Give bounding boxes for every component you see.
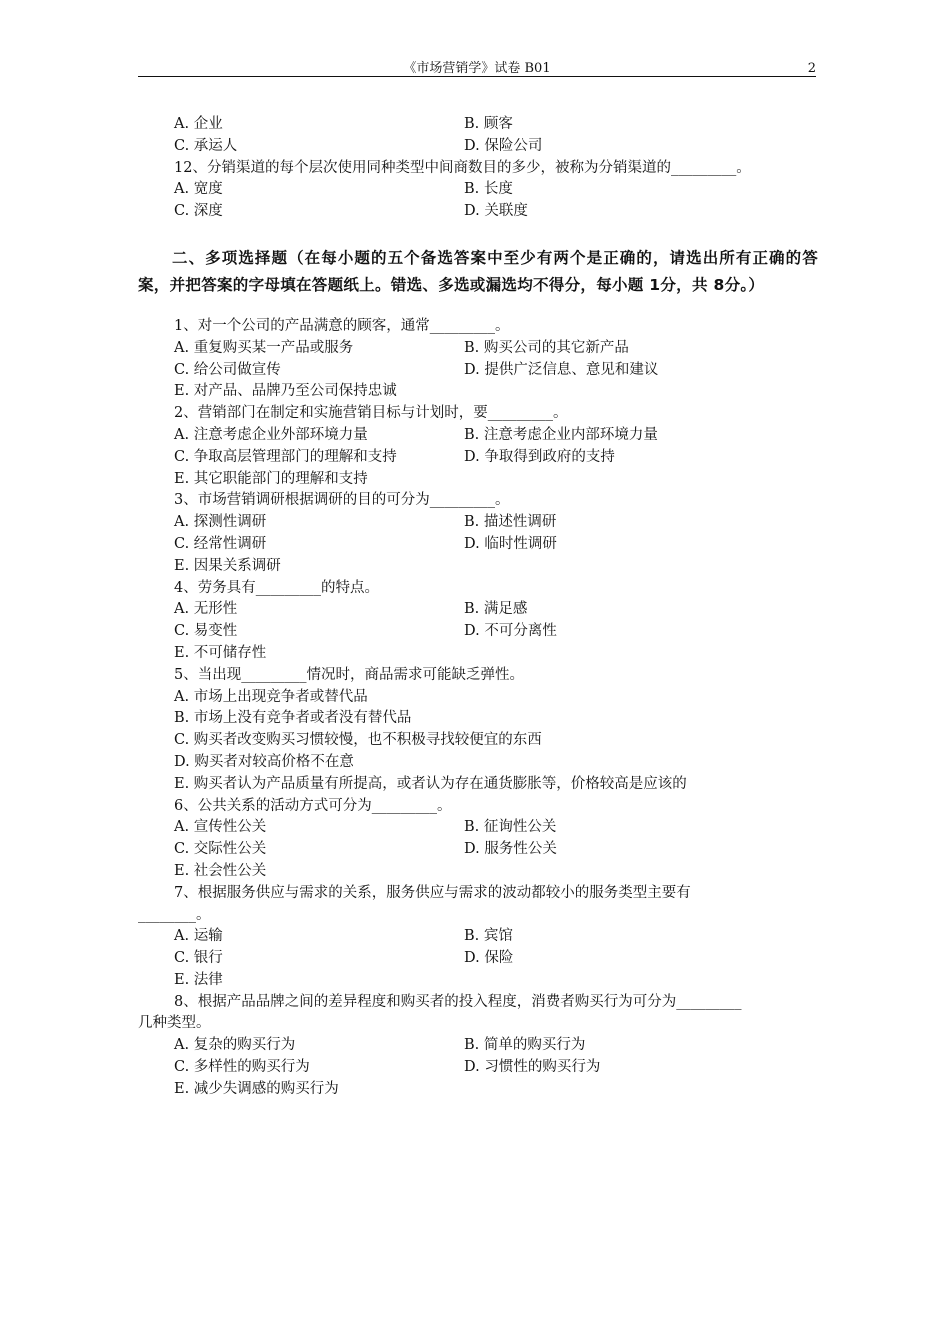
option-d: D. 保险公司 (464, 137, 543, 154)
option-row (138, 752, 818, 774)
option-row (138, 114, 818, 136)
option-a: A. 市场上出现竞争者或替代品 (174, 688, 368, 705)
option-b: B. 长度 (464, 181, 513, 198)
option-row (138, 730, 818, 752)
question-6-text: 6、公共关系的活动方式可分为_________。 (174, 797, 452, 814)
option-a: A. 无形性 (174, 601, 238, 618)
question-3-text: 3、市场营销调研根据调研的目的可分为_________。 (174, 492, 510, 509)
option-row (138, 1079, 818, 1101)
option-e: E. 对产品、品牌乃至公司保持忠诚 (174, 383, 397, 400)
option-c: C. 深度 (174, 203, 223, 220)
option-row (138, 360, 818, 382)
option-row (138, 687, 818, 709)
question-stem-continued (138, 905, 818, 927)
option-d: D. 提供广泛信息、意见和建议 (464, 361, 659, 378)
option-c: C. 交际性公关 (174, 841, 267, 858)
option-row (138, 469, 818, 491)
option-e: E. 购买者认为产品质量有所提高，或者认为存在通货膨胀等，价格较高是应该的 (174, 775, 687, 792)
question-stem (138, 578, 818, 600)
option-b: B. 顾客 (464, 116, 513, 132)
option-c: C. 给公司做宣传 (174, 361, 281, 378)
option-b: B. 购买公司的其它新产品 (464, 339, 629, 356)
option-a: A. 运输 (174, 928, 223, 945)
option-row (138, 381, 818, 403)
option-row (138, 534, 818, 556)
option-row (138, 425, 818, 447)
option-c: C. 争取高层管理部门的理解和支持 (174, 448, 397, 465)
option-row (138, 447, 818, 469)
option-row (138, 948, 818, 970)
option-e: E. 法律 (174, 971, 223, 988)
question-stem-continued (138, 1013, 818, 1035)
option-row (138, 926, 818, 948)
spacer (138, 223, 818, 245)
question-7-text: 7、根据服务供应与需求的关系，服务供应与需求的波动都较小的服务类型主要有 (174, 884, 691, 901)
question-stem (138, 883, 818, 905)
option-c: C. 银行 (174, 950, 223, 967)
option-a: A. 复杂的购买行为 (174, 1037, 296, 1054)
option-row (138, 136, 818, 158)
option-row (138, 970, 818, 992)
option-row (138, 621, 818, 643)
question-stem (138, 403, 818, 425)
option-row (138, 774, 818, 796)
option-row (138, 201, 818, 223)
option-c: C. 经常性调研 (174, 535, 267, 552)
option-row (138, 556, 818, 578)
option-e: E. 其它职能部门的理解和支持 (174, 470, 368, 487)
option-row (138, 338, 818, 360)
option-c: C. 购买者改变购买习惯较慢，也不积极寻找较便宜的东西 (174, 732, 542, 749)
question-5-text: 5、当出现_________情况时，商品需求可能缺乏弹性。 (174, 666, 524, 683)
option-b: B. 征询性公关 (464, 819, 557, 836)
option-c: C. 承运人 (174, 137, 238, 154)
option-b: B. 市场上没有竞争者或者没有替代品 (174, 710, 412, 727)
question-7-blank: ________。 (138, 906, 211, 923)
option-c: C. 多样性的购买行为 (174, 1059, 310, 1076)
option-e: E. 减少失调感的购买行为 (174, 1080, 339, 1097)
option-b: B. 注意考虑企业内部环境力量 (464, 426, 658, 443)
question-stem (138, 796, 818, 818)
option-a: A. 重复购买某一产品或服务 (174, 339, 354, 356)
question-8-text: 8、根据产品品牌之间的差异程度和购买者的投入程度，消费者购买行为可分为_________ (174, 993, 742, 1010)
option-row (138, 512, 818, 534)
option-e: E. 不可储存性 (174, 644, 267, 661)
question-1-text: 1、对一个公司的产品满意的顾客，通常_________。 (174, 317, 510, 334)
exam-content (138, 114, 818, 1101)
option-row (138, 1035, 818, 1057)
option-d: D. 不可分离性 (464, 623, 557, 640)
question-stem (138, 158, 818, 180)
option-d: D. 临时性调研 (464, 535, 557, 552)
option-row (138, 179, 818, 201)
option-e: E. 因果关系调研 (174, 557, 281, 574)
option-a: A. 宽度 (174, 181, 223, 198)
option-a: A. 注意考虑企业外部环境力量 (174, 426, 368, 443)
option-d: D. 保险 (464, 950, 514, 967)
question-stem (138, 490, 818, 512)
option-d: D. 习惯性的购买行为 (464, 1059, 601, 1076)
header-title: 《市场营销学》试卷 B01 (403, 61, 551, 76)
section-heading: 二、多项选择题（在每小题的五个备选答案中至少有两个是正确的，请选出所有正确的答案，并把答案的字母填在答题纸上。错选、多选或漏选均不得分，每小题 1分，共 8分。） (138, 248, 818, 294)
question-stem (138, 665, 818, 687)
option-d: D. 关联度 (464, 203, 528, 220)
option-row (138, 861, 818, 883)
option-d: D. 服务性公关 (464, 841, 557, 858)
question-8-text-continued: 几种类型。 (138, 1015, 211, 1032)
option-b: B. 简单的购买行为 (464, 1037, 586, 1054)
option-e: E. 社会性公关 (174, 862, 267, 879)
page-number: 2 (807, 61, 816, 76)
page-header (138, 61, 816, 77)
question-12-text: 12、分销渠道的每个层次使用同种类型中间商数目的多少，被称为分销渠道的_________。 (174, 159, 751, 176)
question-2-text: 2、营销部门在制定和实施营销目标与计划时，要_________。 (174, 405, 568, 422)
option-row (138, 817, 818, 839)
option-a: A. 宣传性公关 (174, 819, 267, 836)
option-row (138, 599, 818, 621)
option-b: B. 宾馆 (464, 928, 513, 945)
option-row (138, 1057, 818, 1079)
question-4-text: 4、劳务具有_________的特点。 (174, 579, 379, 596)
spacer (138, 299, 818, 316)
option-row (138, 643, 818, 665)
question-stem (138, 316, 818, 338)
option-c: C. 易变性 (174, 623, 238, 640)
option-d: D. 购买者对较高价格不在意 (174, 753, 354, 770)
option-a: A. 企业 (174, 116, 223, 132)
header-rule (138, 76, 816, 77)
option-b: B. 描述性调研 (464, 514, 557, 531)
question-stem (138, 992, 818, 1014)
option-d: D. 争取得到政府的支持 (464, 448, 615, 465)
option-b: B. 满足感 (464, 601, 528, 618)
option-a: A. 探测性调研 (174, 514, 267, 531)
option-row (138, 708, 818, 730)
option-row (138, 839, 818, 861)
